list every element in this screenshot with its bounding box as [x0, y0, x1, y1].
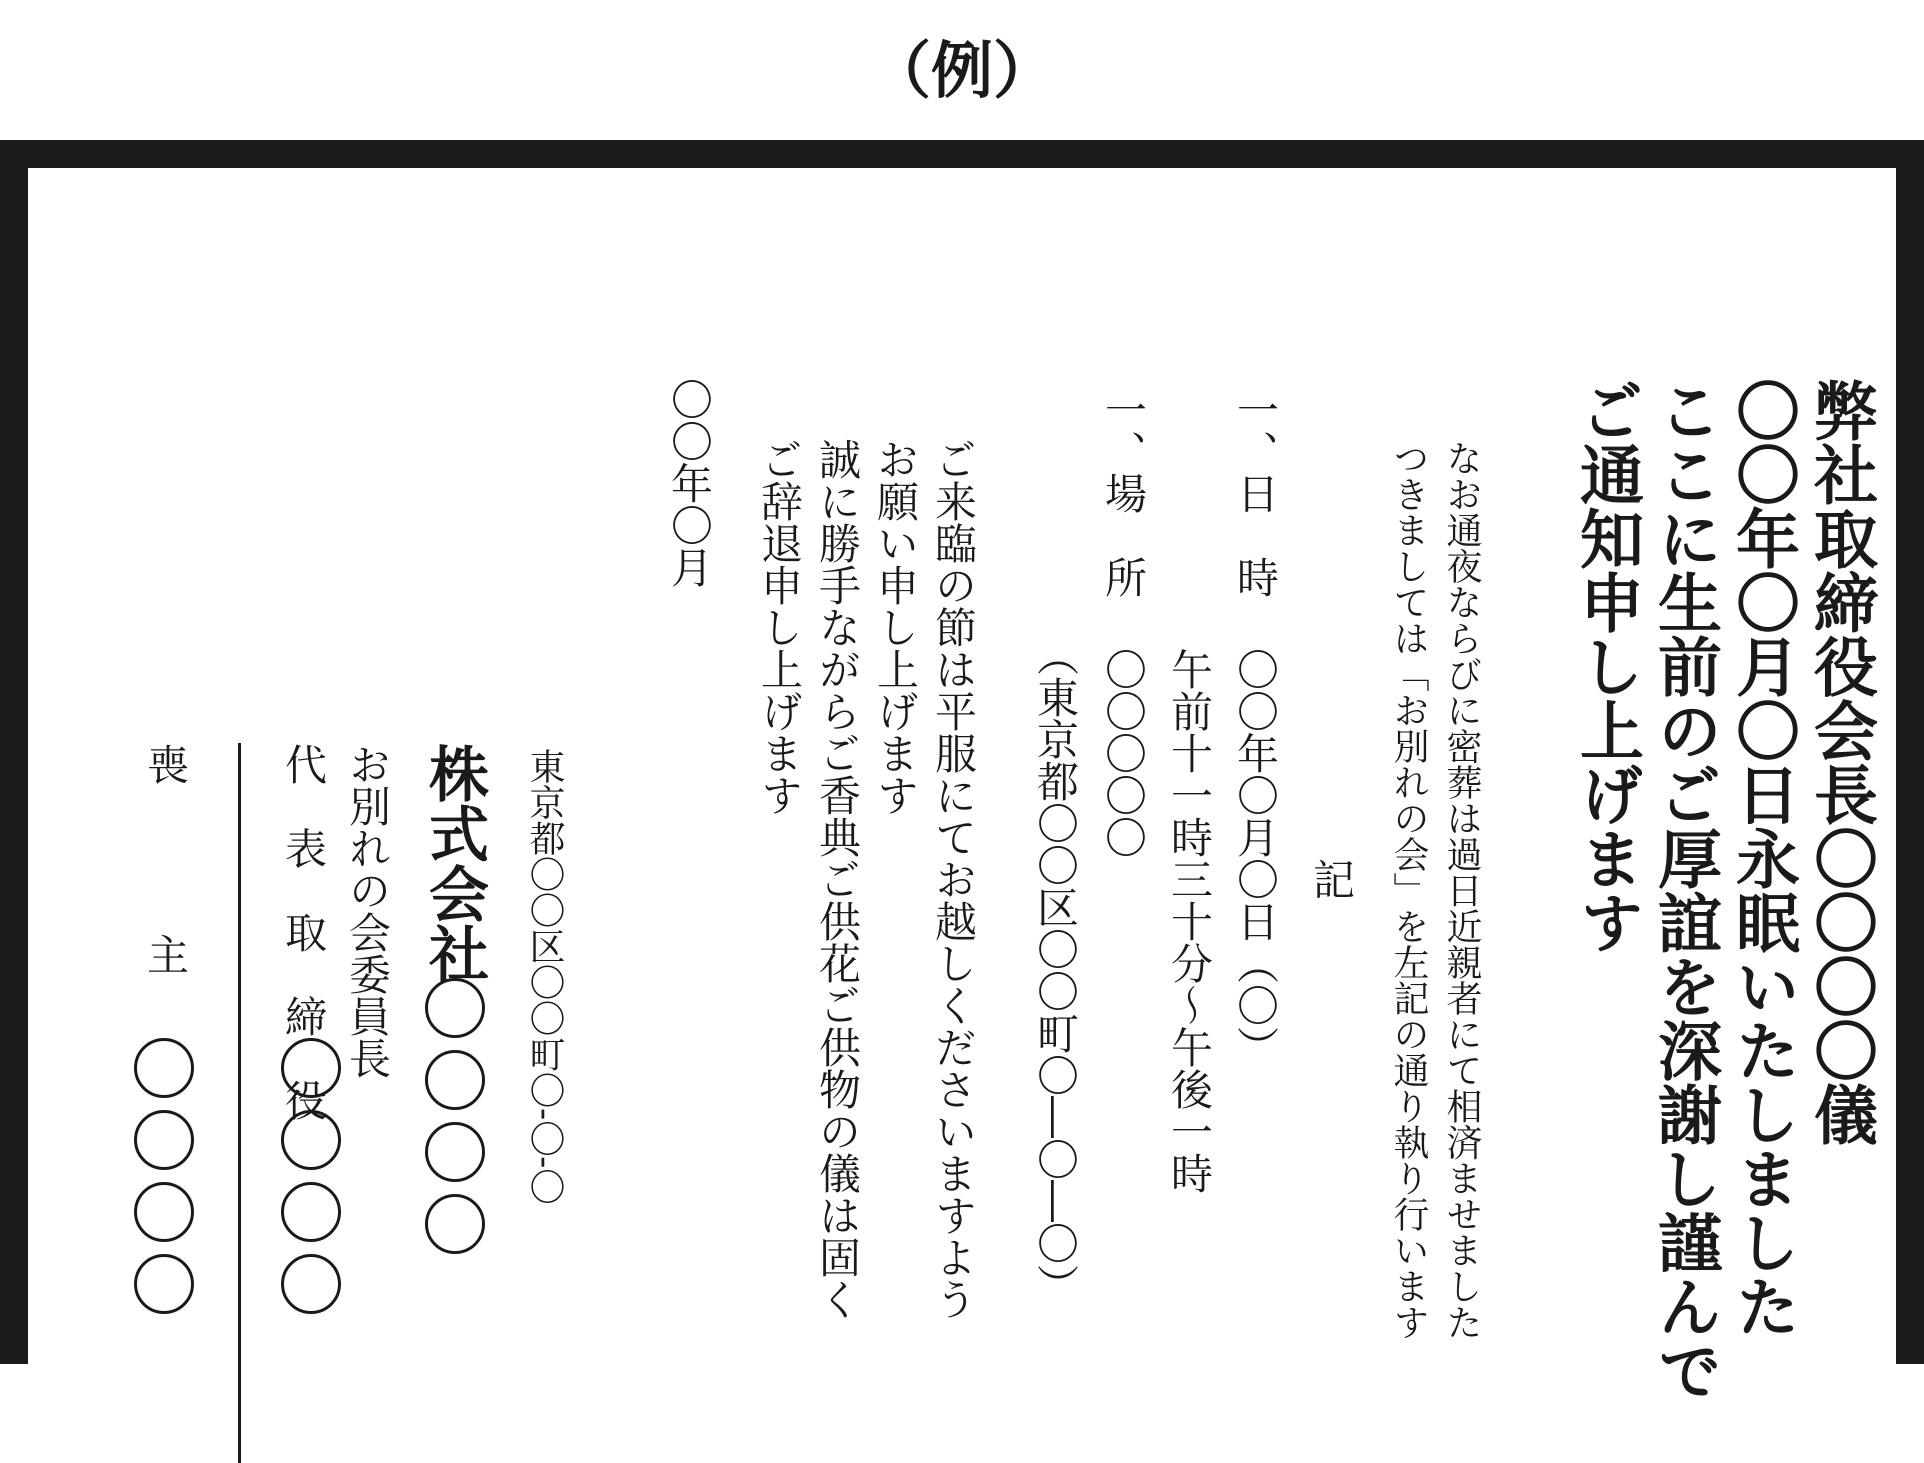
representative-name-placeholder	[281, 1038, 341, 1326]
request-line-3: 誠に勝手ながらご香典ご供花ご供物の儀は固く	[813, 438, 862, 1320]
funeral-note-line-1: なお通夜ならびに密葬は過日近親者にて相済ませました	[1441, 440, 1482, 1340]
place-address: （東京都〇〇区〇〇町〇―〇―〇）	[1031, 634, 1080, 1306]
placeholder-circle	[425, 1050, 485, 1110]
ki-label: 記	[1307, 858, 1356, 900]
date-label: 一、日 時	[1231, 388, 1280, 598]
mourner-name-placeholder	[134, 1038, 194, 1326]
placeholder-circle	[134, 1110, 194, 1170]
divider-line	[238, 743, 241, 1463]
placeholder-circle	[134, 1182, 194, 1242]
mourner-label-bottom: 主	[141, 933, 190, 975]
placeholder-circle	[281, 1038, 341, 1098]
announcement-line-4: ご通知申し上げます	[1569, 378, 1644, 954]
sender-committee: お別れの会委員長	[343, 743, 392, 1079]
placeholder-circle	[425, 1122, 485, 1182]
time-value: 午前十一時三十分〜午後一時	[1165, 648, 1214, 1194]
placeholder-circle	[281, 1182, 341, 1242]
placeholder-circle	[134, 1254, 194, 1314]
sender-address: 東京都〇〇区〇〇町〇‐〇‐〇	[524, 748, 565, 1205]
request-line-4: ご辞退申し上げます	[755, 438, 804, 816]
placeholder-circle	[134, 1038, 194, 1098]
request-line-2: お願い申し上げます	[871, 438, 920, 816]
announcement-line-3: ここに生前のご厚誼を深謝し謹んで	[1647, 378, 1722, 1402]
notice-frame	[0, 140, 1924, 1402]
funeral-note-line-2: つきましては「お別れの会」を左記の通り執り行います	[1388, 440, 1429, 1340]
page-heading: （例）	[868, 34, 1055, 107]
place-label: 一、場 所	[1099, 388, 1148, 598]
place-value: 〇〇〇〇〇	[1099, 648, 1148, 858]
date-value: 〇〇年〇月〇日（〇）	[1231, 648, 1280, 1068]
sender-representative: 代 表 取 締 役	[279, 743, 328, 1121]
placeholder-circle	[281, 1254, 341, 1314]
placeholder-circle	[425, 978, 485, 1038]
request-line-1: ご来臨の節は平服にてお越しくださいますよう	[929, 438, 978, 1320]
placeholder-circle	[425, 1194, 485, 1254]
date: 〇〇年〇月	[665, 378, 714, 588]
sender-name-placeholder	[425, 978, 485, 1266]
announcement-line-2: 〇〇年〇月〇日永眠いたしました	[1725, 378, 1800, 1338]
placeholder-circle	[281, 1110, 341, 1170]
sender-company: 株式会社	[419, 743, 489, 983]
mourner-label-top: 喪	[141, 743, 190, 785]
announcement-line-1: 弊社取締役会長〇〇〇〇儀	[1803, 378, 1878, 1146]
